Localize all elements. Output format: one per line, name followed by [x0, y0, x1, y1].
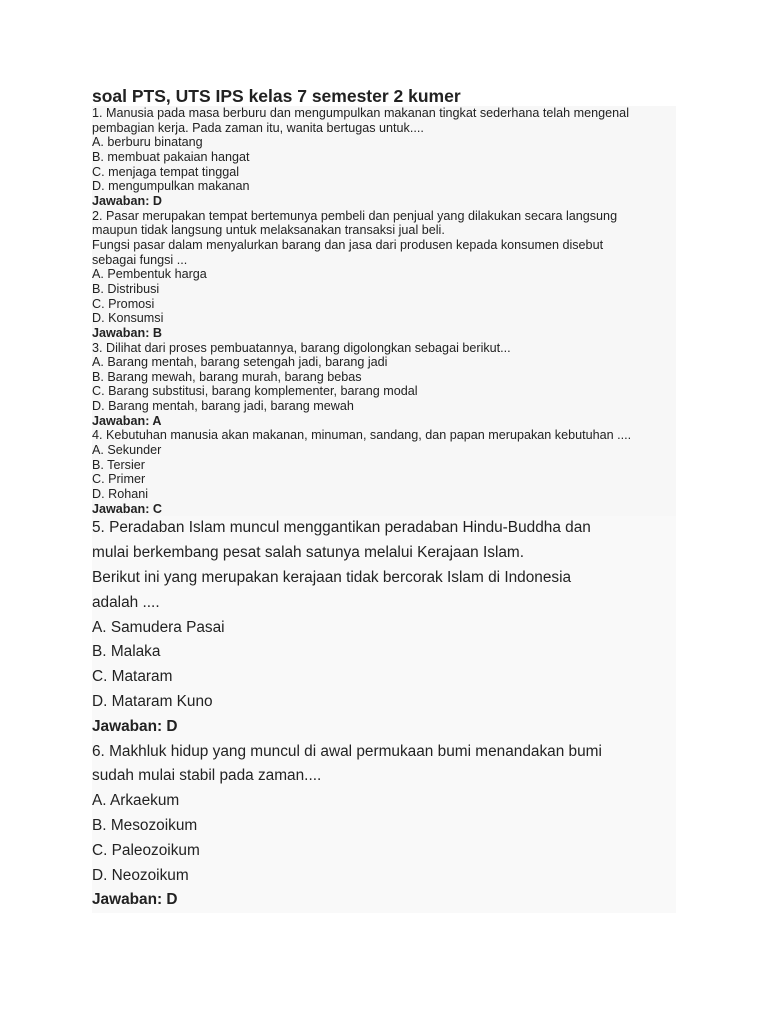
question-4-option-b: B. Tersier	[92, 457, 145, 472]
question-1-option-a: A. berburu binatang	[92, 135, 203, 150]
question-6-option-b: B. Mesozoikum	[92, 816, 198, 834]
question-block-small	[92, 106, 676, 516]
question-1-text-line-2: pembagian kerja. Pada zaman itu, wanita bertugas untuk....	[92, 120, 424, 135]
question-2-option-c: C. Promosi	[92, 296, 155, 311]
question-6-text-line-1: 6. Makhluk hidup yang muncul di awal permukaan bumi menandakan bumi	[92, 742, 602, 760]
question-6-text-line-2: sudah mulai stabil pada zaman....	[92, 767, 322, 785]
question-5-answer: Jawaban: D	[92, 717, 178, 735]
question-4-answer: Jawaban: C	[92, 501, 162, 516]
question-6-answer: Jawaban: D	[92, 891, 178, 909]
question-2-option-b: B. Distribusi	[92, 281, 160, 296]
question-5-text-line-3: Berikut ini yang merupakan kerajaan tidak bercorak Islam di Indonesia	[92, 568, 572, 586]
question-1-answer: Jawaban: D	[92, 193, 162, 208]
question-5-option-b: B. Malaka	[92, 643, 161, 661]
question-block-large	[92, 516, 676, 913]
question-2-text-line-2: maupun tidak langsung untuk melaksanakan transaksi jual beli.	[92, 223, 445, 238]
document-page	[92, 86, 676, 913]
question-6-option-a: A. Arkaekum	[92, 792, 180, 810]
question-1-option-b: B. membuat pakaian hangat	[92, 149, 250, 164]
question-2-text-line-3: Fungsi pasar dalam menyalurkan barang dan jasa dari produsen kepada konsumen disebut	[92, 237, 604, 252]
question-5-text-line-4: adalah ....	[92, 593, 160, 611]
question-4-text-line-1: 4. Kebutuhan manusia akan makanan, minuman, sandang, dan papan merupakan kebutuhan ....	[92, 428, 632, 443]
question-5-text-line-2: mulai berkembang pesat salah satunya melalui Kerajaan Islam.	[92, 544, 525, 562]
question-3-option-a: A. Barang mentah, barang setengah jadi, barang jadi	[92, 355, 388, 370]
question-3-option-d: D. Barang mentah, barang jadi, barang mewah	[92, 399, 354, 414]
question-3-option-c: C. Barang substitusi, barang komplementer, barang modal	[92, 384, 418, 399]
question-4-option-d: D. Rohani	[92, 487, 149, 502]
question-2-text-line-4: sebagai fungsi ...	[92, 252, 188, 267]
question-3-answer: Jawaban: A	[92, 413, 162, 428]
question-5-text-line-1: 5. Peradaban Islam muncul menggantikan peradaban Hindu-Buddha dan	[92, 519, 591, 537]
question-2-text-line-1: 2. Pasar merupakan tempat bertemunya pembeli dan penjual yang dilakukan secara langsung	[92, 208, 618, 223]
question-6-option-c: C. Paleozoikum	[92, 841, 200, 859]
question-2-option-d: D. Konsumsi	[92, 311, 164, 326]
question-4-option-c: C. Primer	[92, 472, 146, 487]
question-1-option-c: C. menjaga tempat tinggal	[92, 164, 240, 179]
question-1-text-line-1: 1. Manusia pada masa berburu dan mengumpulkan makanan tingkat sederhana telah mengenal	[92, 106, 629, 120]
question-4-option-a: A. Sekunder	[92, 443, 162, 458]
question-3-text-line-1: 3. Dilihat dari proses pembuatannya, barang digolongkan sebagai berikut...	[92, 340, 511, 355]
question-3-option-b: B. Barang mewah, barang murah, barang bebas	[92, 369, 362, 384]
question-2-option-a: A. Pembentuk harga	[92, 267, 207, 282]
question-6-option-d: D. Neozoikum	[92, 866, 189, 884]
question-5-option-d: D. Mataram Kuno	[92, 692, 213, 710]
question-2-answer: Jawaban: B	[92, 325, 162, 340]
question-5-option-a: A. Samudera Pasai	[92, 618, 225, 636]
page-title: soal PTS, UTS IPS kelas 7 semester 2 kumer	[92, 86, 461, 106]
question-1-option-d: D. mengumpulkan makanan	[92, 179, 250, 194]
question-5-option-c: C. Mataram	[92, 668, 173, 686]
